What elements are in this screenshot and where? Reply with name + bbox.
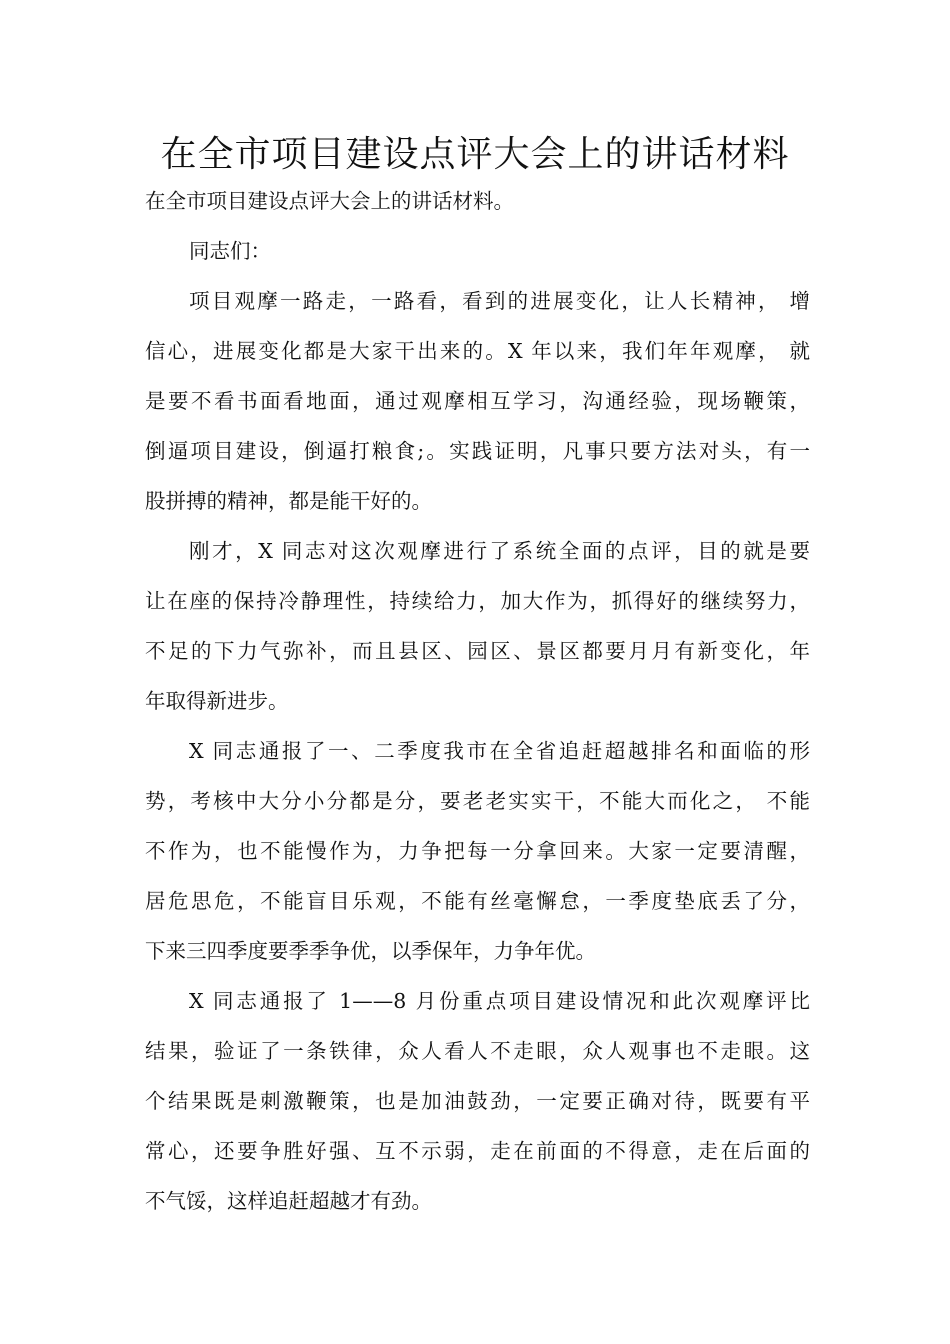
- paragraph-4-line-3: 个结果既是刺激鞭策，也是加油鼓劲，一定要正确对待，既要有平: [145, 1089, 810, 1113]
- paragraph-3-line-5: 下来三四季度要季季争优，以季保年，力争年优。: [145, 939, 596, 963]
- paragraph-4-line-4: 常心，还要争胜好强、互不示弱，走在前面的不得意，走在后面的: [145, 1139, 810, 1163]
- paragraph-1-line-4: 倒逼项目建设，倒逼打粮食;。实践证明，凡事只要方法对头，有一: [145, 439, 810, 463]
- paragraph-4-line-5: 不气馁，这样追赶超越才有劲。: [145, 1189, 432, 1213]
- paragraph-2-line-3: 不足的下力气弥补，而且县区、园区、景区都要月月有新变化，年: [145, 639, 810, 663]
- paragraph-3-line-4: 居危思危，不能盲目乐观，不能有丝毫懈怠，一季度垫底丢了分，: [145, 889, 810, 913]
- paragraph-1-line-5: 股拼搏的精神，都是能干好的。: [145, 489, 432, 513]
- salutation-line: 同志们：: [189, 239, 271, 263]
- document-title: 在全市项目建设点评大会上的讲话材料: [160, 134, 790, 175]
- paragraph-2-line-1: 刚才，X 同志对这次观摩进行了系统全面的点评，目的就是要: [189, 539, 810, 563]
- paragraph-3-line-3: 不作为，也不能慢作为，力争把每一分拿回来。大家一定要清醒，: [145, 839, 810, 863]
- paragraph-1-line-2: 信心，进展变化都是大家干出来的。X 年以来，我们年年观摩， 就: [145, 339, 810, 363]
- paragraph-3-line-2: 势，考核中大分小分都是分，要老老实实干，不能大而化之， 不能: [145, 789, 810, 813]
- paragraph-2-line-2: 让在座的保持冷静理性，持续给力，加大作为，抓得好的继续努力，: [145, 589, 810, 613]
- paragraph-2-line-4: 年取得新进步。: [145, 689, 289, 713]
- paragraph-3-line-1: X 同志通报了一、二季度我市在全省追赶超越排名和面临的形: [189, 739, 810, 763]
- paragraph-4-line-2: 结果，验证了一条铁律，众人看人不走眼，众人观事也不走眼。这: [145, 1039, 810, 1063]
- paragraph-4-line-1: X 同志通报了 1——8 月份重点项目建设情况和此次观摩评比: [189, 989, 810, 1013]
- subtitle-line: 在全市项目建设点评大会上的讲话材料。: [145, 189, 514, 213]
- document-body: [145, 176, 810, 1226]
- paragraph-1-line-1: 项目观摩一路走，一路看，看到的进展变化，让人长精神， 增: [189, 289, 810, 313]
- paragraph-1-line-3: 是要不看书面看地面，通过观摩相互学习，沟通经验，现场鞭策，: [145, 389, 810, 413]
